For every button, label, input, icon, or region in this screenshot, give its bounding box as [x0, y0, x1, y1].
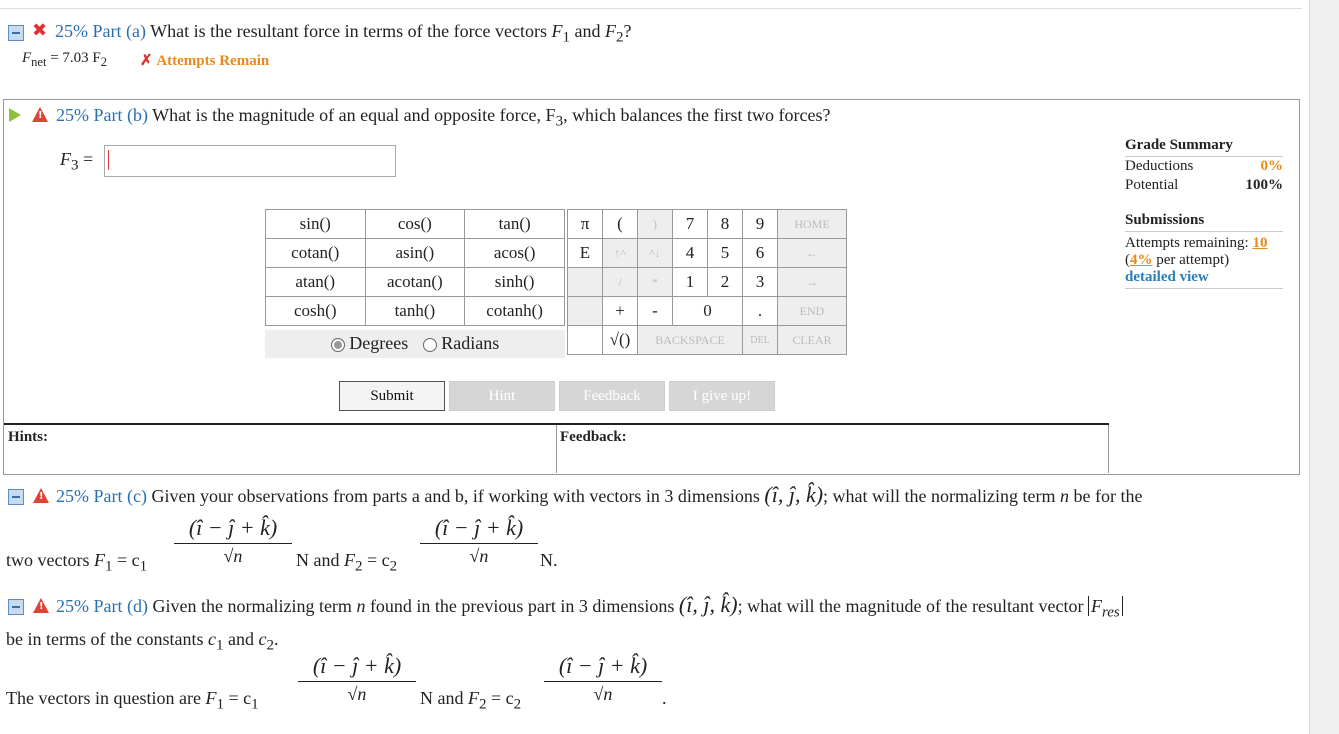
f3-answer-input[interactable] [104, 145, 396, 177]
part-c-c2-sub: 2 [389, 558, 398, 575]
key-tan[interactable]: tan() [465, 210, 565, 239]
part-d-c2-sub: 2 [266, 637, 274, 654]
incorrect-x-icon: ✖ [32, 20, 48, 41]
part-d-f2: F [468, 688, 479, 708]
key-cos[interactable]: cos() [365, 210, 465, 239]
attempts-row [1125, 235, 1283, 252]
part-b-sub: 3 [555, 113, 564, 130]
answer-value-sub: 2 [100, 55, 108, 69]
part-c-fraction-bar-1 [174, 543, 292, 544]
part-d-tail: ; what will the magnitude of the resultant vector [737, 596, 1084, 616]
part-a-v1-sub: 1 [562, 29, 571, 46]
part-c-numerator-1: (î − ĵ + k̂) [188, 515, 278, 540]
vertical-scrollbar[interactable] [1309, 0, 1339, 734]
key-0[interactable]: 0 [673, 297, 743, 326]
part-c-end: N. [540, 550, 558, 570]
key-7[interactable]: 7 [673, 210, 708, 239]
part-c-numerator-2: (î − ĵ + k̂) [434, 515, 524, 540]
part-d-fres [1088, 596, 1123, 621]
part-d-text: Given the normalizing term [152, 596, 352, 616]
part-d-line2 [6, 628, 278, 657]
answer-f-net: F [22, 50, 32, 66]
two-vectors-text: two vectors [6, 550, 90, 570]
submissions-title: Submissions [1125, 212, 1283, 232]
part-a-percent: 25% [55, 21, 88, 41]
part-c-f1: F [93, 550, 105, 570]
part-c-collapse-icon[interactable] [8, 489, 24, 505]
part-a-qmark: ? [623, 21, 632, 41]
part-c-fraction-1 [174, 515, 292, 567]
part-d-f1-sub: 1 [216, 696, 224, 713]
part-d-denominator-2: √n [593, 684, 613, 704]
hints-feedback-separator [556, 425, 557, 473]
part-d-question [56, 594, 1123, 624]
attempts-remain-label: Attempts Remain [156, 53, 270, 69]
key-5[interactable]: 5 [708, 239, 743, 268]
part-d-mid: found in the previous part in 3 dimensions [369, 596, 675, 616]
key-acos[interactable]: acos() [465, 239, 565, 268]
key-backspace[interactable]: BACKSPACE [638, 326, 743, 355]
part-d-warning-icon [33, 598, 49, 613]
part-d-collapse-icon[interactable] [8, 599, 24, 615]
part-d-line2-text: be in terms of the constants [6, 629, 204, 649]
key-plus[interactable]: + [603, 297, 638, 326]
key-divide[interactable]: / [603, 268, 638, 297]
part-a-v1: F [551, 21, 563, 41]
part-c-basis: (î, ĵ, k̂) [764, 482, 824, 507]
part-d-n-and: N and [420, 688, 464, 708]
key-up-caret[interactable]: ↑^ [603, 239, 638, 268]
part-d-eq-c1-sub: 1 [251, 696, 259, 713]
part-d-mid [420, 687, 521, 716]
attempts-status [140, 51, 269, 70]
part-d-eq-c2-sub: 2 [513, 696, 522, 713]
part-c-fraction-bar-2 [420, 543, 538, 544]
part-d-basis: (î, ĵ, k̂) [678, 592, 738, 617]
key-8[interactable]: 8 [708, 210, 743, 239]
key-acotan[interactable]: acotan() [365, 268, 465, 297]
part-d-end: . [662, 688, 667, 708]
angle-mode-group [265, 330, 565, 358]
part-b-percent: 25% [56, 105, 89, 125]
part-a-and: and [574, 21, 601, 41]
part-c-text: Given your observations from parts a and b, if working with vectors in 3 dimensions [151, 486, 760, 506]
collapse-icon[interactable] [8, 25, 24, 41]
part-a-v2-sub: 2 [616, 29, 624, 46]
part-c-vectors [6, 549, 147, 578]
part-d-fraction-2 [544, 653, 662, 705]
key-6[interactable]: 6 [743, 239, 778, 268]
key-open-paren[interactable]: ( [603, 210, 638, 239]
function-keypad [265, 209, 565, 326]
attempts-label: Attempts remaining: [1125, 235, 1249, 251]
cross-icon: ✗ [140, 53, 153, 69]
part-d-denominator-1: √n [347, 684, 367, 704]
hint-button[interactable]: Hint [449, 381, 555, 411]
part-b-tail: , which balances the first two forces? [563, 105, 831, 125]
part-d-eq-c2: = c [491, 688, 514, 708]
key-3[interactable]: 3 [743, 268, 778, 297]
key-sin[interactable]: sin() [266, 210, 366, 239]
part-c-f2: F [344, 550, 355, 570]
key-atan[interactable]: atan() [266, 268, 366, 297]
key-9[interactable]: 9 [743, 210, 778, 239]
answer-value: = 7.03 F [50, 50, 101, 66]
part-d-fraction-1 [298, 653, 416, 705]
part-d-numerator-1: (î − ĵ + k̂) [312, 653, 402, 678]
fres-letter: F [1090, 596, 1102, 616]
vectors-in-question: The vectors in question are [6, 688, 201, 708]
detailed-view-link[interactable]: detailed view [1125, 269, 1209, 285]
detailed-view-row [1125, 269, 1283, 289]
key-sinh[interactable]: sinh() [465, 268, 565, 297]
part-d-c1-sub: 1 [215, 637, 224, 654]
part-c-eq-c1: = c [116, 550, 140, 570]
key-home[interactable]: HOME [778, 210, 847, 239]
part-d-period: . [273, 629, 279, 649]
give-up-button[interactable]: I give up! [669, 381, 775, 411]
expand-arrow-icon[interactable] [9, 108, 21, 122]
part-c-fraction-2 [420, 515, 538, 567]
key-tanh[interactable]: tanh() [365, 297, 465, 326]
key-close-paren[interactable]: ) [638, 210, 673, 239]
part-c-percent: 25% [56, 486, 89, 506]
part-a-v2: F [605, 21, 617, 41]
part-c-eq-c2: = c [367, 550, 390, 570]
key-end[interactable]: END [778, 297, 847, 326]
key-down-caret[interactable]: ^↓ [638, 239, 673, 268]
grade-summary [1125, 137, 1283, 289]
potential-row [1125, 177, 1283, 194]
hints-label: Hints: [8, 429, 49, 445]
part-d-and: and [227, 629, 254, 649]
key-asin[interactable]: asin() [365, 239, 465, 268]
part-b-question [56, 104, 830, 133]
answer-net-sub: net [31, 55, 47, 69]
grade-summary-title: Grade Summary [1125, 137, 1283, 157]
key-cotanh[interactable]: cotanh() [465, 297, 565, 326]
part-d-vectors [6, 687, 259, 716]
part-d-fraction-bar-2 [544, 681, 662, 682]
feedback-button[interactable]: Feedback [559, 381, 665, 411]
part-d-eq-c1: = c [228, 688, 252, 708]
part-b-text: What is the magnitude of an equal and opposite force, F [152, 105, 556, 125]
text-caret [108, 150, 109, 170]
part-c-be-for: be for the [1073, 486, 1143, 506]
part-c-warning-icon [33, 488, 49, 503]
f3-sub: 3 [71, 157, 79, 174]
part-c-label: Part (c) [93, 486, 147, 506]
part-c-denominator-1: √n [223, 546, 243, 566]
part-c-denominator-2: √n [469, 546, 489, 566]
key-del[interactable]: DEL [743, 326, 778, 355]
deductions-value: 0% [1260, 158, 1283, 174]
radians-label: Radians [441, 333, 500, 353]
part-c-tail: ; what will the normalizing term [823, 486, 1056, 506]
key-decimal[interactable]: . [743, 297, 778, 326]
key-sqrt[interactable]: √() [603, 326, 638, 355]
submit-button[interactable]: Submit [339, 381, 445, 411]
warning-icon [32, 107, 48, 122]
part-d-percent: 25% [56, 596, 89, 616]
degrees-label: Degrees [349, 333, 409, 353]
radians-radio[interactable] [423, 338, 437, 352]
key-blank-3 [568, 326, 603, 355]
part-c-n: n [1060, 486, 1069, 506]
fres-sub: res [1101, 604, 1120, 621]
deductions-row [1125, 158, 1283, 175]
part-d-c2: c [258, 629, 267, 649]
key-cotan[interactable]: cotan() [266, 239, 366, 268]
numeric-keypad [567, 209, 847, 355]
key-right-arrow[interactable]: → [778, 268, 847, 297]
deductions-label: Deductions [1125, 158, 1194, 174]
key-e[interactable]: E [568, 239, 603, 268]
per-attempt-tail: per attempt) [1152, 252, 1230, 268]
key-4[interactable]: 4 [673, 239, 708, 268]
part-c-f1-sub: 1 [104, 558, 113, 575]
f3-letter: F [60, 149, 71, 169]
part-d-c1: c [207, 629, 216, 649]
part-d-label: Part (d) [93, 596, 148, 616]
part-d-f1: F [205, 688, 217, 708]
part-b-label: Part (b) [93, 105, 148, 125]
part-d-n: n [356, 596, 366, 616]
key-multiply[interactable]: * [638, 268, 673, 297]
f3-label [60, 149, 93, 175]
key-2[interactable]: 2 [708, 268, 743, 297]
key-cosh[interactable]: cosh() [266, 297, 366, 326]
part-c-mid [296, 549, 397, 578]
top-divider [0, 8, 1302, 9]
key-1[interactable]: 1 [673, 268, 708, 297]
key-clear[interactable]: CLEAR [778, 326, 847, 355]
part-d-numerator-2: (î − ĵ + k̂) [558, 653, 648, 678]
part-d-fraction-bar-1 [298, 681, 416, 682]
part-c-c1-sub: 1 [139, 558, 148, 575]
key-blank-1 [568, 268, 603, 297]
part-c-f2-sub: 2 [355, 558, 363, 575]
part-c-n-and: N and [296, 550, 340, 570]
key-minus[interactable]: - [638, 297, 673, 326]
per-attempt-open: ( [1125, 252, 1130, 268]
attempts-value: 10 [1252, 235, 1268, 251]
key-pi[interactable]: π [568, 210, 603, 239]
key-blank-2 [568, 297, 603, 326]
per-attempt-pct: 4% [1130, 252, 1153, 268]
part-a-question [55, 20, 632, 49]
feedback-label: Feedback: [560, 429, 627, 445]
degrees-radio[interactable] [331, 338, 345, 352]
part-a-text: What is the resultant force in terms of the force vectors [150, 21, 548, 41]
per-attempt-row [1125, 252, 1283, 269]
part-c-question [56, 484, 1142, 507]
f3-eq: = [83, 149, 94, 169]
potential-label: Potential [1125, 177, 1179, 193]
potential-value: 100% [1245, 177, 1283, 193]
key-left-arrow[interactable]: ← [778, 239, 847, 268]
feedback-right-border [1108, 425, 1109, 473]
part-a-label: Part (a) [92, 21, 146, 41]
part-a-answer [22, 50, 107, 70]
part-d-f2-sub: 2 [479, 696, 487, 713]
